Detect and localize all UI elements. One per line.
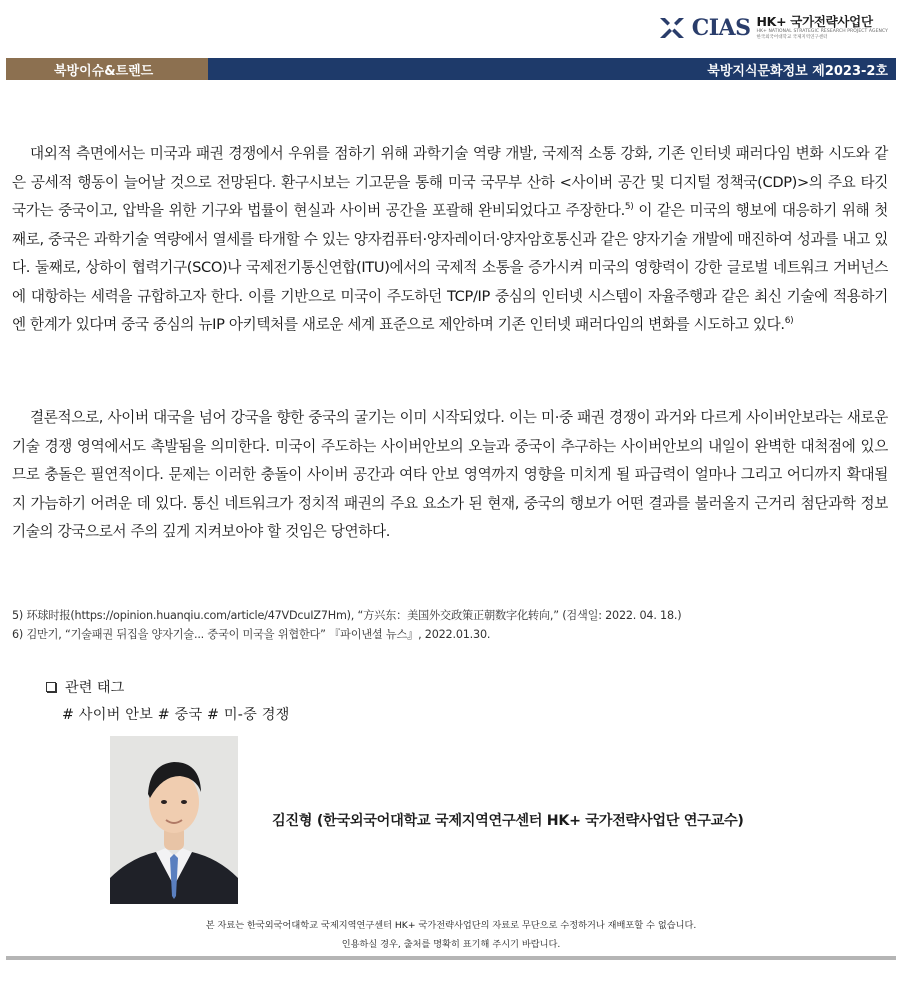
logo-text-block (756, 13, 888, 41)
logo-title: HK+ 국가전략사업단 (756, 13, 873, 29)
tags-list: # 사이버 안보 # 중국 # 미-중 경쟁 (62, 707, 290, 723)
footnotes (12, 606, 888, 644)
portrait-illustration (110, 736, 238, 904)
cias-logo (658, 14, 888, 42)
related-tags-heading (46, 677, 124, 697)
author-photo (110, 736, 238, 904)
footnote-ref-6[interactable]: 6) (784, 316, 794, 327)
publication-label: 북방지식문화정보 제2023-2호 (208, 58, 896, 80)
notice-line-1: 본 자료는 한국외국어대학교 국제지역연구센터 HK+ 국가전략사업단의 자료로 무단으로 수정하거나 재배포할 수 없습니다. (205, 920, 697, 931)
logo-subtitle: HK+ NATIONAL STRATEGIC RESEARCH PROJECT AGENCY (756, 29, 888, 35)
body-paragraph-1 (12, 140, 888, 340)
copyright-notice (0, 916, 902, 954)
notice-line-2: 인용하실 경우, 출처를 명확히 표기해 주시기 바랍니다. (341, 939, 561, 950)
cias-emblem-icon (658, 14, 686, 42)
footnote-6: 6) 김만기, “기술패권 뒤집을 양자기술... 중국이 미국을 위협한다” 『파이낸셜 뉴스』, 2022.01.30. (12, 628, 491, 641)
logo-subtitle-ko: 한국외국어대학교 국제지역연구센터 (756, 34, 828, 40)
checkbox-bullet-icon (46, 682, 56, 692)
paragraph-1-text-cont: 이 같은 미국의 행보에 대응하기 위해 첫째로, 중국은 과학기술 역량에서 열세를 타개할 수 있는 양자컴퓨터·양자레이더·양자암호통신과 같은 양자기술 개발에 매진하여 성과를 내고 있다. 둘째로, 상하이 협력기구(SCO)나 국제전기통신연합(ITU)에서의 국제적 소통을 증가시켜 미국의 영향력이 강한 글로벌 네트워크 거버넌스에 대항하는 세력을 규합하고자 한다. 이를 기반으로 미국이 주도하던 TCP/IP 중심의 인터넷 시스템이 자율주행과 같은 최신 기술에 적용하기엔 한계가 있다며 중국 중심의 뉴IP 아키텍처를 새로운 세계 표준으로 제안하며 기존 인터넷 패러다임의 변화를 시도하고 있다. (12, 202, 888, 333)
bottom-divider (6, 956, 896, 960)
author-credit: 김진형 (한국외국어대학교 국제지역연구센터 HK+ 국가전략사업단 연구교수) (272, 813, 744, 829)
footnote-5[interactable]: 5) 环球时报(https://opinion.huanqiu.com/article/47VDcuIZ7Hm), “方兴东：美国外交政策正朝数字化转向,” (검색일: 2022. 04. 18.) (12, 609, 682, 622)
tags-heading-text: 관련 태그 (65, 680, 125, 696)
section-label: 북방이슈&트렌드 (6, 58, 208, 80)
body-paragraph-2 (12, 404, 888, 547)
logo-brand: CIAS (691, 15, 751, 41)
paragraph-2-text: 결론적으로, 사이버 대국을 넘어 강국을 향한 중국의 굴기는 이미 시작되었다. 이는 미·중 패권 경쟁이 과거와 다르게 사이버안보라는 새로운 기술 경쟁 영역에서도 촉발됨을 의미한다. 미국이 주도하는 사이버안보의 오늘과 중국이 추구하는 사이버안보의 내일이 완벽한 대척점에 있으므로 충돌은 필연적이다. 문제는 이러한 충돌이 사이버 공간과 여타 안보 영역까지 영향을 미치게 될 파급력이 얼마나 그리고 어디까지 확대될지 가늠하기 어려운 데 있다. 통신 네트워크가 정치적 패권의 주요 요소가 된 현재, 중국의 행보가 어떤 결과를 불러올지 근거리 첨단과학 정보기술의 강국으로서 주의 깊게 지켜보아야 할 것임은 당연하다. (12, 409, 888, 540)
footnote-ref-5[interactable]: 5) (624, 202, 634, 213)
header-bar (6, 58, 896, 80)
paragraph-1-text: 대외적 측면에서는 미국과 패권 경쟁에서 우위를 점하기 위해 과학기술 역량 개발, 국제적 소통 강화, 기존 인터넷 패러다임 변화 시도와 같은 공세적 행동이 늘어날 것으로 전망된다. 환구시보는 기고문을 통해 미국 국무부 산하 <사이버 공간 및 디지털 정책국(CDP)>의 주요 타깃 국가는 중국이고, 압박을 위한 기구와 법률이 현실과 사이버 공간을 포괄해 완비되었다고 주장한다. (12, 145, 888, 219)
